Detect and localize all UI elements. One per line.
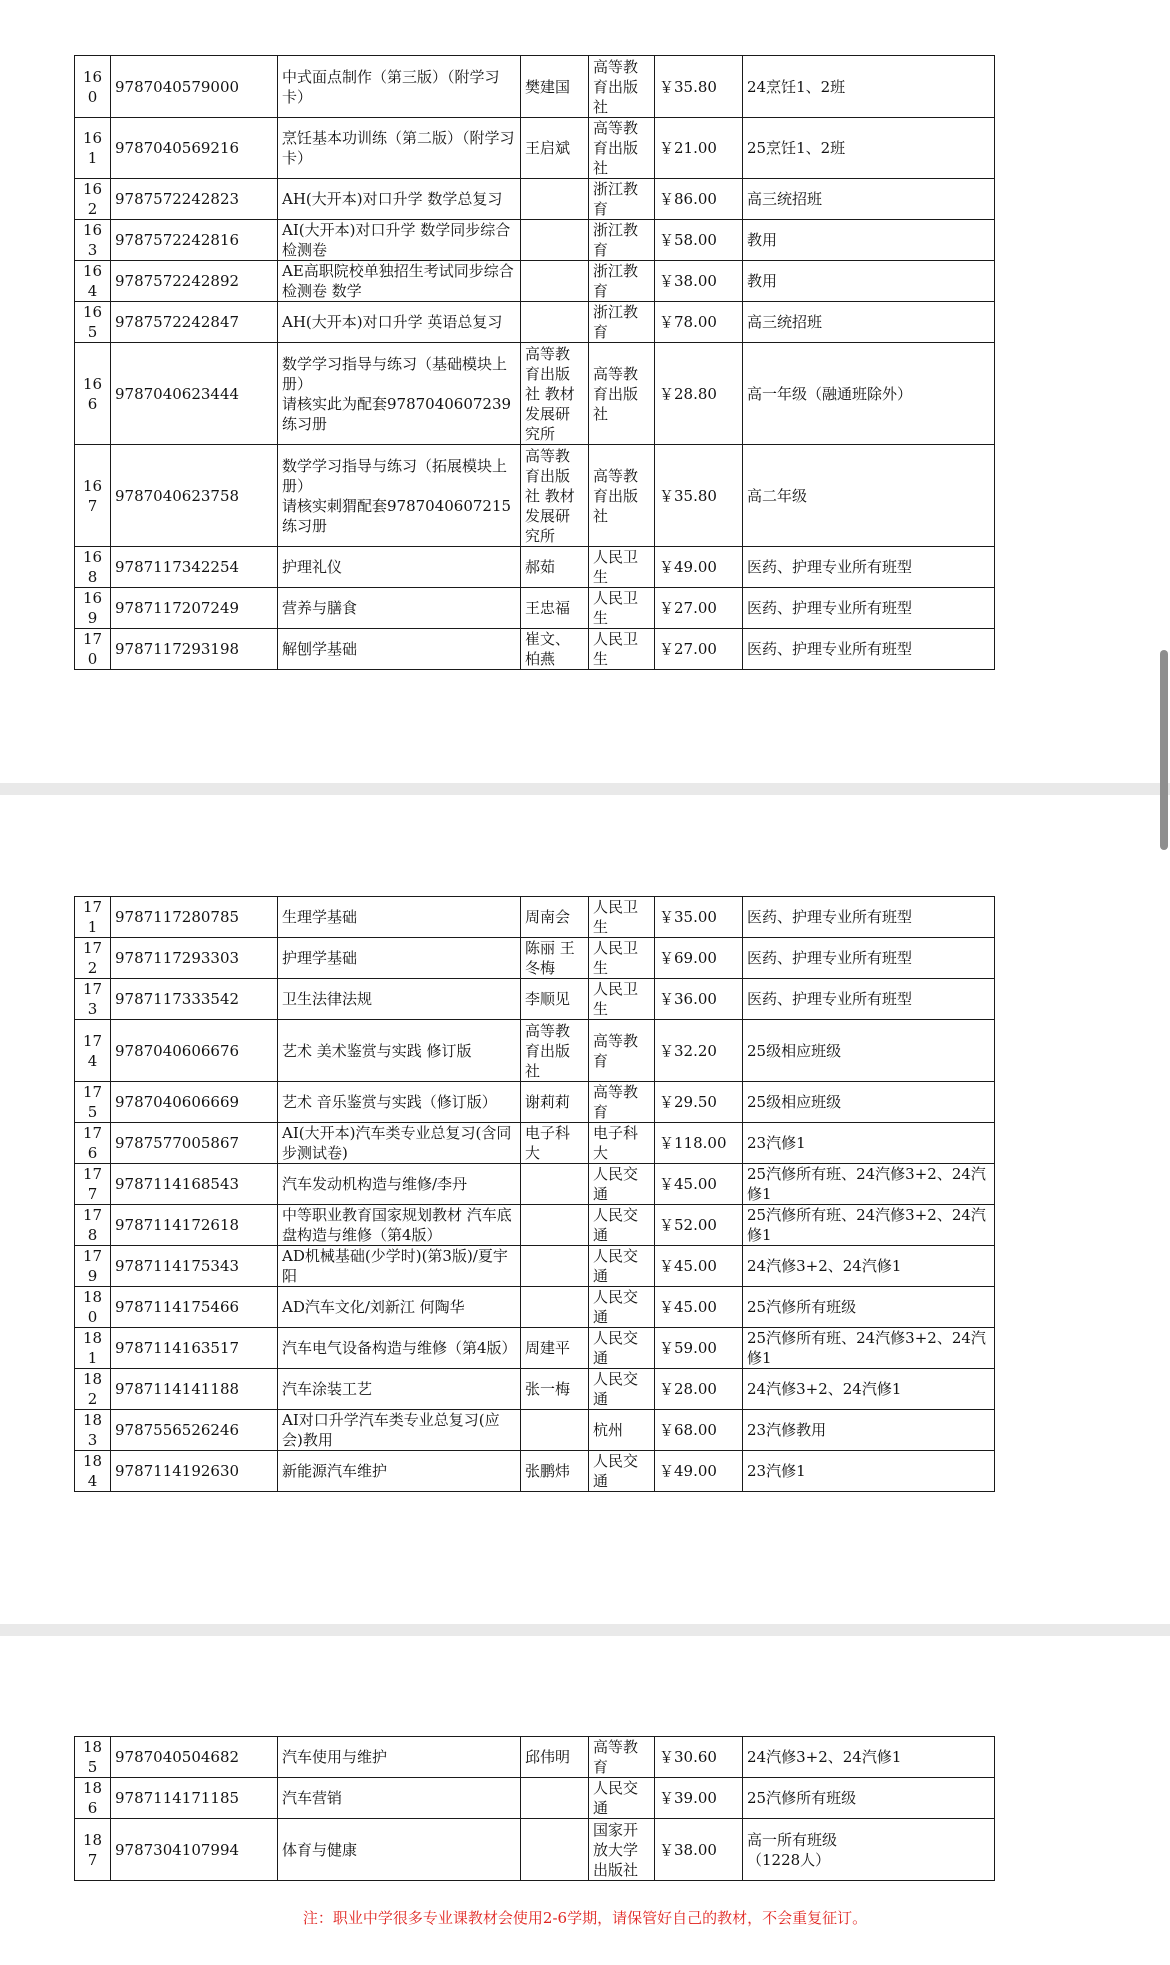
classes-cell: 25汽修所有班、24汽修3+2、24汽修1 [743,1328,995,1369]
title-cell: AH(大开本)对口升学 英语总复习 [278,302,521,343]
isbn-cell: 9787572242816 [111,220,278,261]
row-number: 183 [75,1410,111,1451]
table-row [75,588,995,629]
row-number: 160 [75,56,111,118]
row-number: 174 [75,1020,111,1082]
isbn-cell: 9787114141188 [111,1369,278,1410]
textbook-table-page-1 [74,55,995,670]
title-cell: AH(大开本)对口升学 数学总复习 [278,179,521,220]
title-cell: AI对口升学汽车类专业总复习(应会)教用 [278,1410,521,1451]
table-row [75,629,995,670]
author-cell: 谢莉莉 [521,1082,589,1123]
document-page-2 [0,795,1170,1624]
table-row [75,1451,995,1492]
author-cell [521,220,589,261]
title-cell: 艺术 音乐鉴赏与实践（修订版） [278,1082,521,1123]
classes-cell: 25级相应班级 [743,1020,995,1082]
price-cell: ￥49.00 [655,547,743,588]
price-cell: ￥30.60 [655,1737,743,1778]
author-cell [521,1287,589,1328]
isbn-cell: 9787040606669 [111,1082,278,1123]
author-cell: 王忠福 [521,588,589,629]
isbn-cell: 9787114175343 [111,1246,278,1287]
table-row [75,1020,995,1082]
table-row [75,1778,995,1819]
classes-cell: 24汽修3+2、24汽修1 [743,1369,995,1410]
publisher-cell: 电子科大 [589,1123,655,1164]
author-cell: 邱伟明 [521,1737,589,1778]
row-number: 176 [75,1123,111,1164]
table-row [75,1410,995,1451]
isbn-cell: 9787577005867 [111,1123,278,1164]
isbn-cell: 9787114163517 [111,1328,278,1369]
publisher-cell: 高等教育出版社 [589,343,655,445]
row-number: 175 [75,1082,111,1123]
isbn-cell: 9787114171185 [111,1778,278,1819]
publisher-cell: 人民交通 [589,1369,655,1410]
classes-cell: 25烹饪1、2班 [743,118,995,179]
table-row [75,1287,995,1328]
row-number: 181 [75,1328,111,1369]
price-cell: ￥35.80 [655,56,743,118]
publisher-cell: 人民交通 [589,1287,655,1328]
author-cell: 张一梅 [521,1369,589,1410]
author-cell: 电子科大 [521,1123,589,1164]
title-cell: 数学学习指导与练习（基础模块上册） 请核实此为配套9787040607239练习册 [278,343,521,445]
publisher-cell: 高等教育出版社 [589,56,655,118]
price-cell: ￥49.00 [655,1451,743,1492]
price-cell: ￥32.20 [655,1020,743,1082]
table-row [75,179,995,220]
price-cell: ￥58.00 [655,220,743,261]
price-cell: ￥86.00 [655,179,743,220]
table-row [75,1082,995,1123]
isbn-cell: 9787117280785 [111,897,278,938]
row-number: 172 [75,938,111,979]
table-row [75,897,995,938]
publisher-cell: 人民交通 [589,1205,655,1246]
title-cell: 汽车发动机构造与维修/李丹 [278,1164,521,1205]
author-cell: 周南会 [521,897,589,938]
title-cell: 汽车涂装工艺 [278,1369,521,1410]
price-cell: ￥118.00 [655,1123,743,1164]
price-cell: ￥69.00 [655,938,743,979]
author-cell: 崔文、柏燕 [521,629,589,670]
publisher-cell: 高等教育出版社 [589,445,655,547]
table-row [75,261,995,302]
publisher-cell: 浙江教育 [589,179,655,220]
title-cell: 解刨学基础 [278,629,521,670]
author-cell [521,1164,589,1205]
author-cell [521,1246,589,1287]
classes-cell: 25级相应班级 [743,1082,995,1123]
isbn-cell: 9787040569216 [111,118,278,179]
isbn-cell: 9787556526246 [111,1410,278,1451]
price-cell: ￥38.00 [655,261,743,302]
price-cell: ￥27.00 [655,629,743,670]
table-row [75,56,995,118]
table-row [75,1819,995,1881]
isbn-cell: 9787040504682 [111,1737,278,1778]
classes-cell: 高一年级（融通班除外） [743,343,995,445]
isbn-cell: 9787572242823 [111,179,278,220]
isbn-cell: 9787117342254 [111,547,278,588]
isbn-cell: 9787040623758 [111,445,278,547]
publisher-cell: 人民交通 [589,1328,655,1369]
table-row [75,343,995,445]
author-cell: 郝茹 [521,547,589,588]
author-cell: 王启斌 [521,118,589,179]
textbook-table-page-2 [74,896,995,1492]
table-row [75,938,995,979]
row-number: 167 [75,445,111,547]
classes-cell: 25汽修所有班级 [743,1287,995,1328]
row-number: 173 [75,979,111,1020]
title-cell: 汽车电气设备构造与维修（第4版） [278,1328,521,1369]
publisher-cell: 人民卫生 [589,979,655,1020]
author-cell: 樊建国 [521,56,589,118]
price-cell: ￥45.00 [655,1287,743,1328]
title-cell: 体育与健康 [278,1819,521,1881]
classes-cell: 24汽修3+2、24汽修1 [743,1246,995,1287]
row-number: 163 [75,220,111,261]
table-row [75,445,995,547]
title-cell: 中式面点制作（第三版）（附学习卡） [278,56,521,118]
row-number: 162 [75,179,111,220]
price-cell: ￥29.50 [655,1082,743,1123]
table-row [75,1205,995,1246]
publisher-cell: 杭州 [589,1410,655,1451]
publisher-cell: 人民卫生 [589,588,655,629]
classes-cell: 医药、护理专业所有班型 [743,547,995,588]
table-row [75,979,995,1020]
publisher-cell: 浙江教育 [589,261,655,302]
publisher-cell: 高等教育出版社 [589,118,655,179]
row-number: 177 [75,1164,111,1205]
author-cell [521,179,589,220]
table-row [75,1328,995,1369]
table-row [75,1246,995,1287]
publisher-cell: 高等教育 [589,1020,655,1082]
author-cell: 高等教育出版社 [521,1020,589,1082]
publisher-cell: 人民卫生 [589,938,655,979]
price-cell: ￥28.00 [655,1369,743,1410]
scrollbar[interactable] [1156,0,1170,1965]
price-cell: ￥45.00 [655,1246,743,1287]
table-row [75,1123,995,1164]
title-cell: AE高职院校单独招生考试同步综合检测卷 数学 [278,261,521,302]
row-number: 186 [75,1778,111,1819]
title-cell: AI(大开本)汽车类专业总复习(含同步测试卷) [278,1123,521,1164]
publisher-cell: 人民交通 [589,1778,655,1819]
table-row [75,1737,995,1778]
publisher-cell: 人民卫生 [589,547,655,588]
isbn-cell: 9787304107994 [111,1819,278,1881]
isbn-cell: 9787117333542 [111,979,278,1020]
publisher-cell: 高等教育 [589,1737,655,1778]
isbn-cell: 9787117293303 [111,938,278,979]
classes-cell: 教用 [743,261,995,302]
price-cell: ￥78.00 [655,302,743,343]
textbook-table-page-3 [74,1736,995,1881]
publisher-cell: 国家开放大学出版社 [589,1819,655,1881]
title-cell: 营养与膳食 [278,588,521,629]
isbn-cell: 9787114192630 [111,1451,278,1492]
classes-cell: 医药、护理专业所有班型 [743,897,995,938]
row-number: 185 [75,1737,111,1778]
row-number: 182 [75,1369,111,1410]
isbn-cell: 9787572242847 [111,302,278,343]
row-number: 179 [75,1246,111,1287]
classes-cell: 25汽修所有班、24汽修3+2、24汽修1 [743,1205,995,1246]
price-cell: ￥21.00 [655,118,743,179]
table-row [75,118,995,179]
price-cell: ￥59.00 [655,1328,743,1369]
title-cell: 生理学基础 [278,897,521,938]
author-cell: 周建平 [521,1328,589,1369]
author-cell: 张鹏炜 [521,1451,589,1492]
classes-cell: 23汽修1 [743,1451,995,1492]
isbn-cell: 9787114175466 [111,1287,278,1328]
price-cell: ￥36.00 [655,979,743,1020]
row-number: 170 [75,629,111,670]
price-cell: ￥38.00 [655,1819,743,1881]
row-number: 164 [75,261,111,302]
isbn-cell: 9787572242892 [111,261,278,302]
row-number: 169 [75,588,111,629]
classes-cell: 25汽修所有班、24汽修3+2、24汽修1 [743,1164,995,1205]
title-cell: 烹饪基本功训练（第二版）（附学习卡） [278,118,521,179]
row-number: 171 [75,897,111,938]
isbn-cell: 9787040606676 [111,1020,278,1082]
publisher-cell: 人民交通 [589,1164,655,1205]
row-number: 178 [75,1205,111,1246]
title-cell: 卫生法律法规 [278,979,521,1020]
publisher-cell: 浙江教育 [589,302,655,343]
table-row [75,1164,995,1205]
row-number: 184 [75,1451,111,1492]
price-cell: ￥45.00 [655,1164,743,1205]
table-row [75,220,995,261]
scrollbar-thumb[interactable] [1160,650,1168,850]
author-cell: 高等教育出版社 教材发展研究所 [521,445,589,547]
title-cell: AI(大开本)对口升学 数学同步综合检测卷 [278,220,521,261]
classes-cell: 医药、护理专业所有班型 [743,629,995,670]
row-number: 168 [75,547,111,588]
row-number: 180 [75,1287,111,1328]
author-cell [521,1205,589,1246]
publisher-cell: 浙江教育 [589,220,655,261]
classes-cell: 医药、护理专业所有班型 [743,938,995,979]
classes-cell: 24汽修3+2、24汽修1 [743,1737,995,1778]
title-cell: 护理礼仪 [278,547,521,588]
price-cell: ￥68.00 [655,1410,743,1451]
classes-cell: 高三统招班 [743,179,995,220]
document-page-3 [0,1636,1170,1965]
footnote: 注：职业中学很多专业课教材会使用2-6学期，请保管好自己的教材，不会重复征订。 [302,1909,868,1927]
author-cell: 李顺见 [521,979,589,1020]
isbn-cell: 9787117293198 [111,629,278,670]
price-cell: ￥35.00 [655,897,743,938]
classes-cell: 高一所有班级 （1228人） [743,1819,995,1881]
classes-cell: 23汽修1 [743,1123,995,1164]
classes-cell: 教用 [743,220,995,261]
title-cell: 艺术 美术鉴赏与实践 修订版 [278,1020,521,1082]
row-number: 165 [75,302,111,343]
publisher-cell: 人民卫生 [589,629,655,670]
isbn-cell: 9787117207249 [111,588,278,629]
classes-cell: 高二年级 [743,445,995,547]
price-cell: ￥28.80 [655,343,743,445]
table-row [75,302,995,343]
document-page-1 [0,0,1170,783]
title-cell: 护理学基础 [278,938,521,979]
author-cell [521,1778,589,1819]
title-cell: AD机械基础(少学时)(第3版)/夏宇阳 [278,1246,521,1287]
price-cell: ￥27.00 [655,588,743,629]
isbn-cell: 9787114172618 [111,1205,278,1246]
publisher-cell: 高等教育 [589,1082,655,1123]
classes-cell: 医药、护理专业所有班型 [743,979,995,1020]
title-cell: 汽车使用与维护 [278,1737,521,1778]
author-cell [521,261,589,302]
isbn-cell: 9787040579000 [111,56,278,118]
price-cell: ￥35.80 [655,445,743,547]
table-row [75,1369,995,1410]
isbn-cell: 9787114168543 [111,1164,278,1205]
title-cell: 汽车营销 [278,1778,521,1819]
classes-cell: 25汽修所有班级 [743,1778,995,1819]
table-row [75,547,995,588]
price-cell: ￥39.00 [655,1778,743,1819]
isbn-cell: 9787040623444 [111,343,278,445]
title-cell: AD汽车文化/刘新江 何陶华 [278,1287,521,1328]
publisher-cell: 人民卫生 [589,897,655,938]
title-cell: 数学学习指导与练习（拓展模块上册） 请核实刺猬配套9787040607215练习册 [278,445,521,547]
row-number: 166 [75,343,111,445]
row-number: 187 [75,1819,111,1881]
author-cell: 陈丽 王冬梅 [521,938,589,979]
title-cell: 中等职业教育国家规划教材 汽车底盘构造与维修（第4版） [278,1205,521,1246]
publisher-cell: 人民交通 [589,1451,655,1492]
classes-cell: 医药、护理专业所有班型 [743,588,995,629]
classes-cell: 23汽修教用 [743,1410,995,1451]
author-cell [521,302,589,343]
title-cell: 新能源汽车维护 [278,1451,521,1492]
price-cell: ￥52.00 [655,1205,743,1246]
author-cell [521,1410,589,1451]
author-cell [521,1819,589,1881]
row-number: 161 [75,118,111,179]
publisher-cell: 人民交通 [589,1246,655,1287]
author-cell: 高等教育出版社 教材发展研究所 [521,343,589,445]
classes-cell: 24烹饪1、2班 [743,56,995,118]
classes-cell: 高三统招班 [743,302,995,343]
